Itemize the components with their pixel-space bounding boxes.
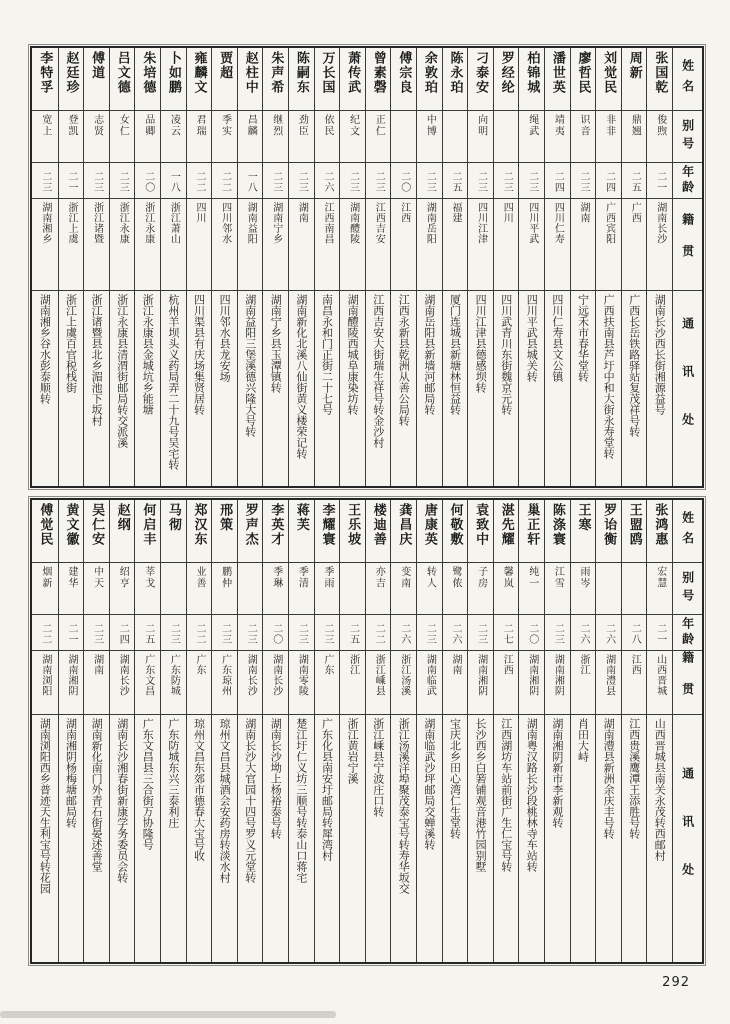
native-place-cell: 四川平武 bbox=[518, 198, 544, 290]
address-cell: 四川仁寿县文公镇 bbox=[544, 290, 570, 486]
name-cell: 萧传武 bbox=[339, 48, 365, 110]
age-cell: 二八 bbox=[621, 614, 647, 650]
row-header-native: 籍贯 bbox=[672, 650, 702, 714]
age-cell: 二三 bbox=[262, 162, 288, 198]
address-cell: 广西长岳铁路驿站复茂祥号转 bbox=[621, 290, 647, 486]
courtesy-name-cell: 中博 bbox=[416, 110, 442, 162]
age-cell: 二三 bbox=[237, 614, 263, 650]
address-cell: 浙江汤溪洋埠聚茂泰宝号转寿华坂交 bbox=[390, 714, 416, 962]
courtesy-name-cell: 雨岑 bbox=[570, 562, 596, 614]
age-cell: 二三 bbox=[288, 614, 314, 650]
age-cell: 二三 bbox=[467, 162, 493, 198]
row-header-hao: 别号 bbox=[672, 110, 702, 162]
roster-table-top bbox=[30, 46, 704, 488]
native-place-cell: 浙江永康 bbox=[134, 198, 160, 290]
courtesy-name-cell: 季雨 bbox=[314, 562, 340, 614]
courtesy-name-cell bbox=[160, 562, 186, 614]
courtesy-name-cell: 继烈 bbox=[262, 110, 288, 162]
age-cell: 一八 bbox=[237, 162, 263, 198]
courtesy-name-cell: 识音 bbox=[570, 110, 596, 162]
name-cell: 黄文徽 bbox=[58, 500, 84, 562]
address-cell: 四川平武县城关转 bbox=[518, 290, 544, 486]
name-cell: 雍麟文 bbox=[186, 48, 212, 110]
address-cell: 四川邻水县龙安场 bbox=[211, 290, 237, 486]
address-cell: 湖南湘阴新市李新观转 bbox=[544, 714, 570, 962]
courtesy-name-cell: 莘戈 bbox=[134, 562, 160, 614]
address-cell: 肖田大峙 bbox=[570, 714, 596, 962]
name-cell: 李耀寰 bbox=[314, 500, 340, 562]
address-cell: 四川武青川东街魏京元转 bbox=[493, 290, 519, 486]
native-place-cell: 广西 bbox=[621, 198, 647, 290]
age-cell: 二〇 bbox=[262, 614, 288, 650]
address-cell: 浙江永康县清渭街邮局转交派溪 bbox=[109, 290, 135, 486]
address-cell: 江西湖坊车站前街广生仁宝号转 bbox=[493, 714, 519, 962]
address-cell: 湖南醴陵西城阜康染坊转 bbox=[339, 290, 365, 486]
courtesy-name-cell: 纯一 bbox=[518, 562, 544, 614]
age-cell: 二〇 bbox=[518, 614, 544, 650]
name-cell: 陈嗣东 bbox=[288, 48, 314, 110]
name-cell: 龚昌庆 bbox=[390, 500, 416, 562]
age-cell: 二三 bbox=[365, 162, 391, 198]
age-cell: 二三 bbox=[211, 614, 237, 650]
age-cell: 二六 bbox=[595, 614, 621, 650]
age-cell: 二三 bbox=[518, 162, 544, 198]
address-cell: 湖南长沙湘春街新康学务委员会转 bbox=[109, 714, 135, 962]
name-cell: 赵纲 bbox=[109, 500, 135, 562]
age-cell: 二三 bbox=[83, 614, 109, 650]
age-cell: 二一 bbox=[58, 162, 84, 198]
row-header-age: 年龄 bbox=[672, 162, 702, 198]
courtesy-name-cell: 君瑞 bbox=[186, 110, 212, 162]
age-cell: 二四 bbox=[544, 162, 570, 198]
name-cell: 邢策 bbox=[211, 500, 237, 562]
native-place-cell: 湖南湘乡 bbox=[32, 198, 58, 290]
name-cell: 陈涤寰 bbox=[544, 500, 570, 562]
age-cell: 二七 bbox=[493, 614, 519, 650]
age-cell: 二五 bbox=[134, 614, 160, 650]
address-cell: 浙江上虞百官税栈街 bbox=[58, 290, 84, 486]
age-cell: 二三 bbox=[314, 614, 340, 650]
name-cell: 何敬敷 bbox=[442, 500, 468, 562]
native-place-cell: 江西 bbox=[493, 650, 519, 714]
address-cell: 浙江诸暨县北乡湄池下坂村 bbox=[83, 290, 109, 486]
name-cell: 余敦珀 bbox=[416, 48, 442, 110]
native-place-cell: 广东琼州 bbox=[211, 650, 237, 714]
address-cell: 湖南临武沙坪邮局交蝉溪转 bbox=[416, 714, 442, 962]
address-cell: 宁远禾市春华堂转 bbox=[570, 290, 596, 486]
courtesy-name-cell: 凌云 bbox=[160, 110, 186, 162]
name-cell: 卜如鹏 bbox=[160, 48, 186, 110]
age-cell: 二三 bbox=[160, 614, 186, 650]
age-cell: 二四 bbox=[595, 162, 621, 198]
courtesy-name-cell: 鹭侬 bbox=[442, 562, 468, 614]
native-place-cell: 四川邻水 bbox=[211, 198, 237, 290]
native-place-cell: 江西 bbox=[390, 198, 416, 290]
name-cell: 朱声希 bbox=[262, 48, 288, 110]
native-place-cell: 湖南澧县 bbox=[595, 650, 621, 714]
address-cell: 山西晋城县南关永茂转西邮村 bbox=[646, 714, 672, 962]
native-place-cell: 湖南益阳 bbox=[237, 198, 263, 290]
name-cell: 傅道 bbox=[83, 48, 109, 110]
name-cell: 王寒 bbox=[570, 500, 596, 562]
age-cell: 二五 bbox=[442, 162, 468, 198]
native-place-cell: 江西南昌 bbox=[314, 198, 340, 290]
row-header-native: 籍贯 bbox=[672, 198, 702, 290]
name-cell: 何启丰 bbox=[134, 500, 160, 562]
age-cell: 二一 bbox=[646, 614, 672, 650]
age-cell: 二六 bbox=[390, 614, 416, 650]
name-cell: 贾超 bbox=[211, 48, 237, 110]
age-cell: 二六 bbox=[314, 162, 340, 198]
age-cell: 二三 bbox=[570, 162, 596, 198]
row-header-name: 姓名 bbox=[672, 48, 702, 110]
age-cell: 二一 bbox=[646, 162, 672, 198]
name-cell: 刘觉民 bbox=[595, 48, 621, 110]
address-cell: 湖南粤汉路长沙段桃林寺车站转 bbox=[518, 714, 544, 962]
courtesy-name-cell: 业善 bbox=[186, 562, 212, 614]
courtesy-name-cell: 俊煦 bbox=[646, 110, 672, 162]
native-place-cell: 四川 bbox=[186, 198, 212, 290]
address-cell: 广东防城东兴三泰利庄 bbox=[160, 714, 186, 962]
name-cell: 朱培德 bbox=[134, 48, 160, 110]
courtesy-name-cell bbox=[621, 562, 647, 614]
name-cell: 周新 bbox=[621, 48, 647, 110]
native-place-cell: 湖南长沙 bbox=[262, 650, 288, 714]
age-cell: 二二 bbox=[211, 162, 237, 198]
courtesy-name-cell: 靖夷 bbox=[544, 110, 570, 162]
row-header-address: 通讯处 bbox=[672, 290, 702, 486]
native-place-cell: 江西 bbox=[621, 650, 647, 714]
courtesy-name-cell: 宽上 bbox=[32, 110, 58, 162]
native-place-cell: 福建 bbox=[442, 198, 468, 290]
address-cell: 湖南长沙坳上杨裕泰号转 bbox=[262, 714, 288, 962]
name-cell: 王盟鸥 bbox=[621, 500, 647, 562]
courtesy-name-cell: 季琳 bbox=[262, 562, 288, 614]
age-cell: 二三 bbox=[109, 162, 135, 198]
courtesy-name-cell bbox=[339, 562, 365, 614]
name-cell: 王乐坡 bbox=[339, 500, 365, 562]
courtesy-name-cell: 昌麟 bbox=[237, 110, 263, 162]
age-cell: 二六 bbox=[570, 614, 596, 650]
name-cell: 潘世英 bbox=[544, 48, 570, 110]
native-place-cell: 湖南长沙 bbox=[237, 650, 263, 714]
address-cell: 琼州文昌东郊市德春大宝号收 bbox=[186, 714, 212, 962]
address-cell: 浙江永康县金城坑乡能塘 bbox=[134, 290, 160, 486]
age-cell: 二二 bbox=[365, 614, 391, 650]
native-place-cell: 湖南宁乡 bbox=[262, 198, 288, 290]
native-place-cell: 湖南 bbox=[83, 650, 109, 714]
age-cell: 二三 bbox=[416, 614, 442, 650]
native-place-cell: 四川仁寿 bbox=[544, 198, 570, 290]
name-cell: 傅宗良 bbox=[390, 48, 416, 110]
address-cell: 南昌永和门正街二十七号 bbox=[314, 290, 340, 486]
name-cell: 唐康英 bbox=[416, 500, 442, 562]
native-place-cell: 广东 bbox=[314, 650, 340, 714]
courtesy-name-cell: 绍亨 bbox=[109, 562, 135, 614]
native-place-cell: 湖南湘阴 bbox=[544, 650, 570, 714]
age-cell: 二五 bbox=[339, 614, 365, 650]
courtesy-name-cell: 中天 bbox=[83, 562, 109, 614]
native-place-cell: 浙江汤溪 bbox=[390, 650, 416, 714]
courtesy-name-cell: 依民 bbox=[314, 110, 340, 162]
address-cell: 湖南长沙西长街湘源益号 bbox=[646, 290, 672, 486]
courtesy-name-cell: 劲臣 bbox=[288, 110, 314, 162]
address-cell: 广东文昌县三合街万协隆号 bbox=[134, 714, 160, 962]
address-cell: 琼州文昌县城酒会安药房转淡水村 bbox=[211, 714, 237, 962]
age-cell: 二三 bbox=[544, 614, 570, 650]
courtesy-name-cell: 正仁 bbox=[365, 110, 391, 162]
age-cell: 二五 bbox=[621, 162, 647, 198]
native-place-cell: 广东文昌 bbox=[134, 650, 160, 714]
age-cell: 二二 bbox=[186, 614, 212, 650]
courtesy-name-cell: 馨岚 bbox=[493, 562, 519, 614]
name-cell: 万长国 bbox=[314, 48, 340, 110]
courtesy-name-cell: 转人 bbox=[416, 562, 442, 614]
address-cell: 广东化县南安圩邮局转犀湾村 bbox=[314, 714, 340, 962]
address-cell: 湖南湘乡谷水彭泰顺转 bbox=[32, 290, 58, 486]
name-cell: 柏锦城 bbox=[518, 48, 544, 110]
courtesy-name-cell: 宏慧 bbox=[646, 562, 672, 614]
courtesy-name-cell: 女仁 bbox=[109, 110, 135, 162]
name-cell: 郑汉东 bbox=[186, 500, 212, 562]
address-cell: 浙江黄岩宁溪 bbox=[339, 714, 365, 962]
courtesy-name-cell: 向明 bbox=[467, 110, 493, 162]
name-cell: 袁致中 bbox=[467, 500, 493, 562]
native-place-cell: 四川江津 bbox=[467, 198, 493, 290]
name-cell: 张国乾 bbox=[646, 48, 672, 110]
address-cell: 四川江津县德感坝转 bbox=[467, 290, 493, 486]
native-place-cell: 湖南 bbox=[288, 198, 314, 290]
name-cell: 吕文德 bbox=[109, 48, 135, 110]
address-cell: 四川渠县有庆场集贤居转 bbox=[186, 290, 212, 486]
courtesy-name-cell: 志贤 bbox=[83, 110, 109, 162]
native-place-cell: 湖南湘阴 bbox=[467, 650, 493, 714]
age-cell: 二三 bbox=[493, 162, 519, 198]
address-cell: 浙江嵊县宁波庄口转 bbox=[365, 714, 391, 962]
name-cell: 张鸿惠 bbox=[646, 500, 672, 562]
courtesy-name-cell bbox=[442, 110, 468, 162]
name-cell: 罗声杰 bbox=[237, 500, 263, 562]
native-place-cell: 浙江 bbox=[570, 650, 596, 714]
native-place-cell: 湖南湘阴 bbox=[58, 650, 84, 714]
name-cell: 蒋芙 bbox=[288, 500, 314, 562]
address-cell: 宝庆北乡田心湾仁生堂转 bbox=[442, 714, 468, 962]
address-cell: 湖南宁乡县玉潭镇转 bbox=[262, 290, 288, 486]
name-cell: 廖哲民 bbox=[570, 48, 596, 110]
age-cell: 一八 bbox=[160, 162, 186, 198]
address-cell: 湖南湘阴杨梅塘邮局转 bbox=[58, 714, 84, 962]
courtesy-name-cell: 变南 bbox=[390, 562, 416, 614]
native-place-cell: 广东防城 bbox=[160, 650, 186, 714]
courtesy-name-cell bbox=[493, 110, 519, 162]
name-cell: 刁泰安 bbox=[467, 48, 493, 110]
name-cell: 赵廷珍 bbox=[58, 48, 84, 110]
age-cell: 二二 bbox=[186, 162, 212, 198]
native-place-cell: 广西宾阳 bbox=[595, 198, 621, 290]
native-place-cell: 湖南 bbox=[570, 198, 596, 290]
name-cell: 巢正轩 bbox=[518, 500, 544, 562]
courtesy-name-cell: 绳武 bbox=[518, 110, 544, 162]
address-cell: 湖南岳阳县新墙河邮局转 bbox=[416, 290, 442, 486]
native-place-cell: 山西晋城 bbox=[646, 650, 672, 714]
courtesy-name-cell: 纪文 bbox=[339, 110, 365, 162]
native-place-cell: 浙江 bbox=[339, 650, 365, 714]
native-place-cell: 湖南湘阴 bbox=[518, 650, 544, 714]
name-cell: 李特孚 bbox=[37, 51, 53, 95]
native-place-cell: 江西吉安 bbox=[365, 198, 391, 290]
name-cell: 曾素磬 bbox=[365, 48, 391, 110]
courtesy-name-cell bbox=[595, 562, 621, 614]
age-cell: 二〇 bbox=[390, 162, 416, 198]
address-cell: 江西永新县乾洲从善公局转 bbox=[390, 290, 416, 486]
address-cell: 湖南益阳三堡溪德兴隆大号转 bbox=[237, 290, 263, 486]
roster-table-bottom bbox=[30, 498, 704, 964]
name-cell: 傅觉民 bbox=[37, 503, 53, 547]
native-place-cell: 湖南醴陵 bbox=[339, 198, 365, 290]
native-place-cell: 浙江上虞 bbox=[58, 198, 84, 290]
courtesy-name-cell: 品卿 bbox=[134, 110, 160, 162]
row-header-name: 姓名 bbox=[672, 500, 702, 562]
courtesy-name-cell: 亦吉 bbox=[365, 562, 391, 614]
address-cell: 楚江圩仁义坊三顺号转泰山口蒋宅 bbox=[288, 714, 314, 962]
name-cell: 赵柱中 bbox=[237, 48, 263, 110]
address-cell: 广西扶南县芦圩中和大街永寿堂转 bbox=[595, 290, 621, 486]
age-cell: 二四 bbox=[109, 614, 135, 650]
courtesy-name-cell: 江雪 bbox=[544, 562, 570, 614]
age-cell: 二三 bbox=[416, 162, 442, 198]
address-cell: 杭州羊坝头义药局弄二十九号吴宅转 bbox=[160, 290, 186, 486]
courtesy-name-cell: 鹏仲 bbox=[211, 562, 237, 614]
courtesy-name-cell: 子房 bbox=[467, 562, 493, 614]
courtesy-name-cell bbox=[237, 562, 263, 614]
native-place-cell: 浙江诸暨 bbox=[83, 198, 109, 290]
age-cell: 二三 bbox=[83, 162, 109, 198]
address-cell: 湖南浏阳西乡普迹天生利宝号转花园 bbox=[32, 714, 58, 962]
address-cell: 厦门连城县新塘林恒益转 bbox=[442, 290, 468, 486]
courtesy-name-cell: 季清 bbox=[288, 562, 314, 614]
name-cell: 湛先耀 bbox=[493, 500, 519, 562]
native-place-cell: 湖南零陵 bbox=[288, 650, 314, 714]
native-place-cell: 浙江嵊县 bbox=[365, 650, 391, 714]
native-place-cell: 湖南长沙 bbox=[109, 650, 135, 714]
name-cell: 罗经纶 bbox=[493, 48, 519, 110]
native-place-cell: 湖南岳阳 bbox=[416, 198, 442, 290]
native-place-cell: 湖南浏阳 bbox=[32, 650, 58, 714]
age-cell: 二六 bbox=[442, 614, 468, 650]
age-cell: 二一 bbox=[58, 614, 84, 650]
row-header-address: 通讯处 bbox=[672, 714, 702, 962]
age-cell: 二〇 bbox=[134, 162, 160, 198]
native-place-cell: 湖南长沙 bbox=[646, 198, 672, 290]
native-place-cell: 浙江永康 bbox=[109, 198, 135, 290]
courtesy-name-cell: 烟新 bbox=[32, 562, 58, 614]
name-cell: 李英才 bbox=[262, 500, 288, 562]
age-cell: 二三 bbox=[32, 162, 58, 198]
address-cell: 湖南新化南门外青石街晏述善堂 bbox=[83, 714, 109, 962]
name-cell: 罗诒衡 bbox=[595, 500, 621, 562]
name-cell: 楼迪善 bbox=[365, 500, 391, 562]
address-cell: 长沙西乡白箬铺观音港竹园别墅 bbox=[467, 714, 493, 962]
address-cell: 湖南长沙大官园十四号罗义元堂转 bbox=[237, 714, 263, 962]
age-cell: 二三 bbox=[467, 614, 493, 650]
address-cell: 湖南新化北溪八仙街黄义楼荣记转 bbox=[288, 290, 314, 486]
courtesy-name-cell: 登凯 bbox=[58, 110, 84, 162]
courtesy-name-cell: 建华 bbox=[58, 562, 84, 614]
row-header-age: 年龄 bbox=[672, 614, 702, 650]
name-cell: 吴仁安 bbox=[83, 500, 109, 562]
native-place-cell: 湖南 bbox=[442, 650, 468, 714]
courtesy-name-cell: 鼎翘 bbox=[621, 110, 647, 162]
name-cell: 马彻 bbox=[160, 500, 186, 562]
row-header-hao: 别号 bbox=[672, 562, 702, 614]
page-number: 292 bbox=[662, 975, 690, 990]
address-cell: 江西贵溪鹰潭王添胜号转 bbox=[621, 714, 647, 962]
age-cell: 二三 bbox=[339, 162, 365, 198]
address-cell: 湖南澧县新洲余庆丰号转 bbox=[595, 714, 621, 962]
age-cell: 二三 bbox=[288, 162, 314, 198]
address-cell: 江西吉安大街瑞生祥号转金沙村 bbox=[365, 290, 391, 486]
courtesy-name-cell: 非非 bbox=[595, 110, 621, 162]
name-cell: 陈永珀 bbox=[442, 48, 468, 110]
age-cell: 二二 bbox=[32, 614, 58, 650]
native-place-cell: 四川 bbox=[493, 198, 519, 290]
courtesy-name-cell bbox=[390, 110, 416, 162]
courtesy-name-cell: 季实 bbox=[211, 110, 237, 162]
native-place-cell: 湖南临武 bbox=[416, 650, 442, 714]
native-place-cell: 浙江萧山 bbox=[160, 198, 186, 290]
native-place-cell: 广东 bbox=[186, 650, 212, 714]
